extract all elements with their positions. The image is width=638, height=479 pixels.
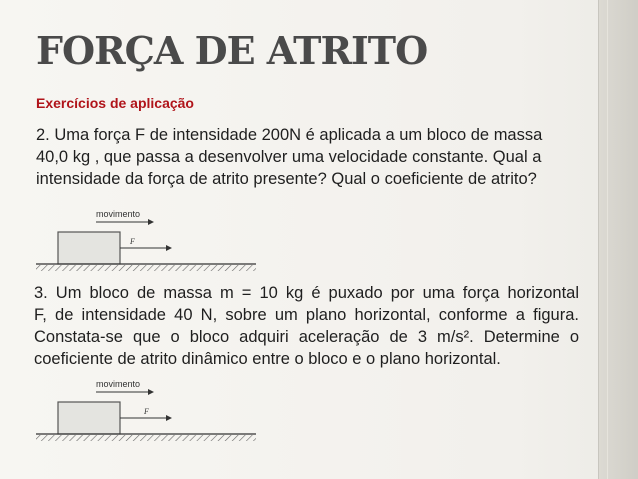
slide-subtitle: Exercícios de aplicação <box>36 95 194 111</box>
exercise-2-line: 40,0 kg , que passa a desenvolver uma velocidade constante. Qual a <box>36 148 542 166</box>
motion-arrowhead-icon <box>148 389 154 395</box>
motion-label: movimento <box>96 379 141 389</box>
block <box>58 232 120 264</box>
ground-hatch <box>36 265 256 271</box>
force-arrowhead-icon <box>166 245 172 251</box>
exercise-2-text <box>36 124 596 190</box>
force-label: F <box>144 407 149 416</box>
exercise-3-text <box>34 282 579 370</box>
motion-arrowhead-icon <box>148 219 154 225</box>
exercise-3-figure <box>30 374 260 446</box>
exercise-3-line: Constata-se que o bloco adquiri aceleração de 3 m/s². Determine o <box>34 328 579 346</box>
exercise-2-line: 2. Uma força F de intensidade 200N é aplicada a um bloco de massa <box>36 126 543 144</box>
exercise-3-line: 3. Um bloco de massa m = 10 kg é puxado por uma força horizontal <box>34 284 579 302</box>
force-label: F <box>130 237 135 246</box>
ground-hatch <box>36 435 256 441</box>
exercise-3-line: F, de intensidade 40 N, sobre um plano horizontal, conforme a figura. <box>34 306 579 324</box>
motion-label: movimento <box>96 209 141 219</box>
block <box>58 402 120 434</box>
slide-side-bar <box>598 0 638 479</box>
side-bar-line <box>607 0 608 479</box>
slide-title: FORÇA DE ATRITO <box>36 28 428 73</box>
exercise-3-line: coeficiente de atrito dinâmico entre o bloco e o plano horizontal. <box>34 350 501 368</box>
exercise-2-line: intensidade da força de atrito presente? Qual o coeficiente de atrito? <box>36 170 537 188</box>
exercise-2-figure <box>30 204 260 276</box>
force-arrowhead-icon <box>166 415 172 421</box>
